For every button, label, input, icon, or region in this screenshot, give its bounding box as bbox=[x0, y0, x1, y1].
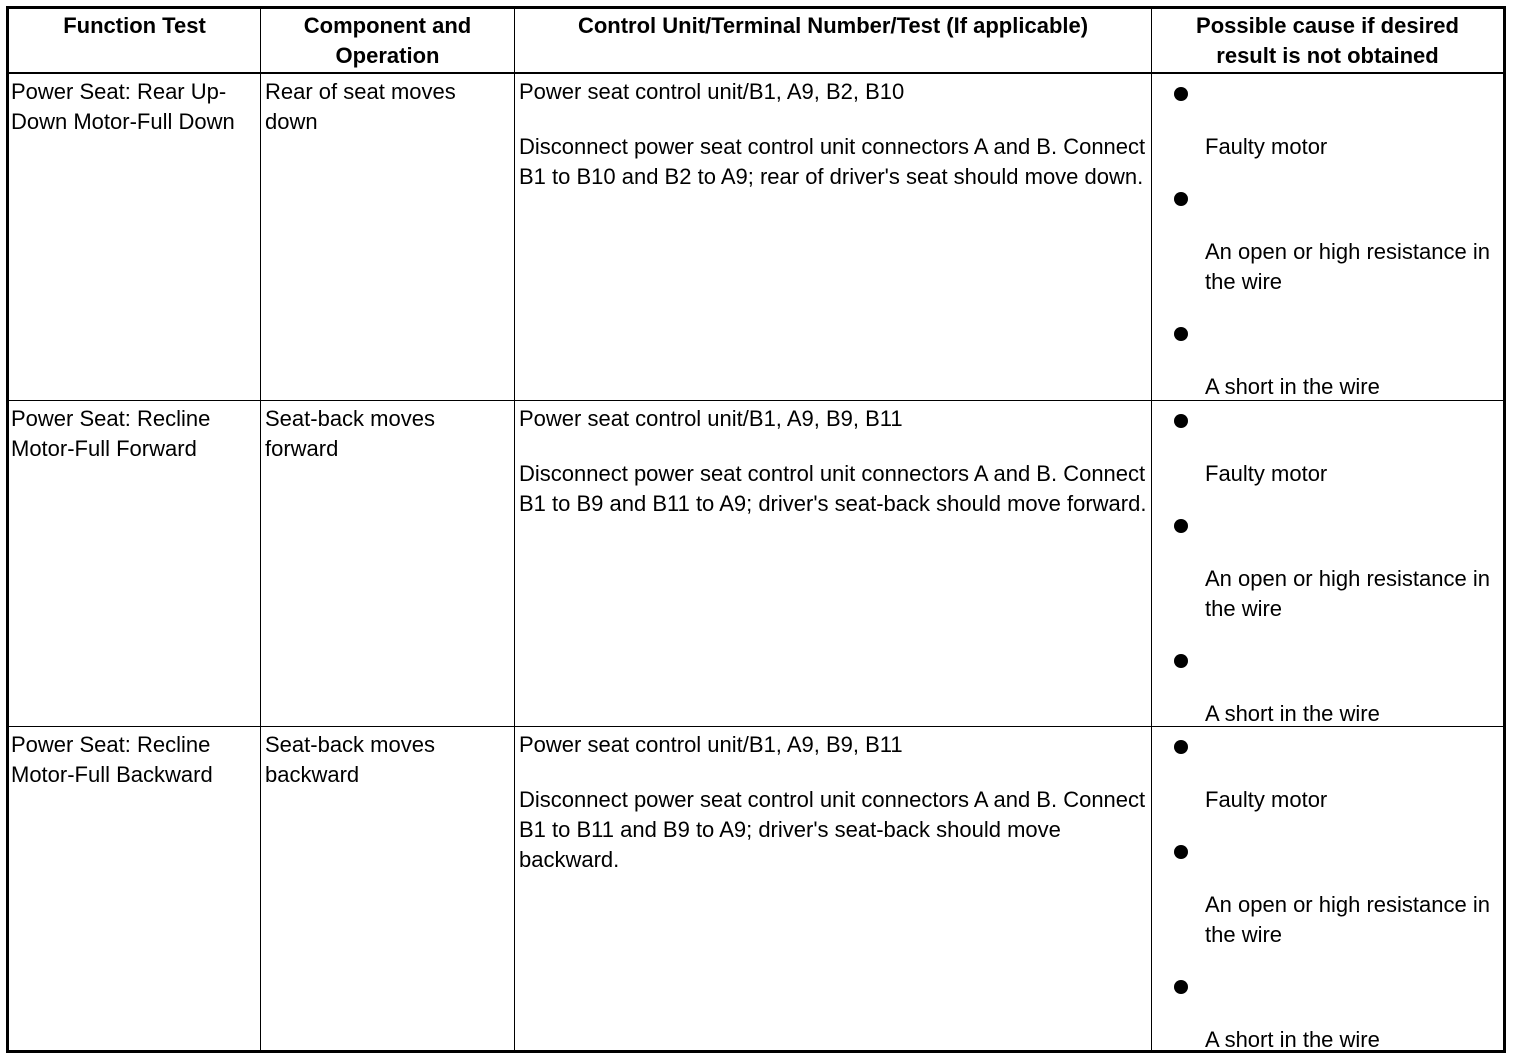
bullet-icon bbox=[1174, 414, 1188, 428]
header-function-test: Function Test bbox=[63, 13, 206, 38]
row-1-causes bbox=[1152, 77, 1503, 400]
row-2-function-test: Power Seat: Recline Motor-Full Forward bbox=[11, 406, 211, 461]
row-1-cause-3: A short in the wire bbox=[1205, 374, 1380, 399]
bullet-icon bbox=[1174, 845, 1188, 859]
row-3-cause-1: Faulty motor bbox=[1205, 787, 1328, 812]
header-control-unit: Control Unit/Terminal Number/Test (If applicable) bbox=[577, 13, 1089, 38]
row-2-cause-2: An open or high resistance in the wire bbox=[1205, 566, 1490, 621]
row-2-control-unit bbox=[515, 404, 1151, 724]
row-3-component-operation: Seat-back moves backward bbox=[265, 732, 435, 787]
row-2-causes bbox=[1152, 404, 1503, 726]
row-3-causes bbox=[1152, 730, 1503, 1050]
diagnostic-table bbox=[6, 6, 1506, 1053]
header-component-operation: Component and Operation bbox=[303, 13, 472, 68]
row-divider bbox=[9, 400, 1503, 401]
row-3-function-test: Power Seat: Recline Motor-Full Backward bbox=[11, 732, 213, 787]
row-2-test-instruction: Disconnect power seat control unit connectors A and B. Connect B1 to B9 and B11 to A9; driver's seat-back should move forward. bbox=[519, 461, 1147, 516]
row-1-test-instruction: Disconnect power seat control unit connectors A and B. Connect B1 to B10 and B2 to A9; rear of driver's seat should move down. bbox=[519, 134, 1146, 189]
row-1-component-operation: Rear of seat moves down bbox=[265, 79, 456, 134]
row-3-test-instruction: Disconnect power seat control unit connectors A and B. Connect B1 to B11 and B9 to A9; driver's seat-back should move backward. bbox=[519, 787, 1146, 872]
row-3-control-unit bbox=[515, 730, 1151, 1048]
row-1-terminals: Power seat control unit/B1, A9, B2, B10 bbox=[519, 79, 905, 104]
bullet-icon bbox=[1174, 980, 1188, 994]
bullet-icon bbox=[1174, 87, 1188, 101]
row-3-cause-2: An open or high resistance in the wire bbox=[1205, 892, 1490, 947]
bullet-icon bbox=[1174, 327, 1188, 341]
row-1-cause-2: An open or high resistance in the wire bbox=[1205, 239, 1490, 294]
row-1-function-test: Power Seat: Rear Up-Down Motor-Full Down bbox=[11, 79, 235, 134]
row-2-component-operation: Seat-back moves forward bbox=[265, 406, 435, 461]
bullet-icon bbox=[1174, 192, 1188, 206]
bullet-icon bbox=[1174, 519, 1188, 533]
row-3-cause-3: A short in the wire bbox=[1205, 1027, 1380, 1050]
row-2-cause-1: Faulty motor bbox=[1205, 461, 1328, 486]
header-divider bbox=[9, 72, 1503, 74]
row-3-terminals: Power seat control unit/B1, A9, B9, B11 bbox=[519, 732, 903, 757]
bullet-icon bbox=[1174, 654, 1188, 668]
header-possible-cause: Possible cause if desired result is not obtained bbox=[1196, 13, 1459, 68]
row-divider bbox=[9, 726, 1503, 727]
row-2-cause-3: A short in the wire bbox=[1205, 701, 1380, 726]
bullet-icon bbox=[1174, 740, 1188, 754]
row-1-cause-1: Faulty motor bbox=[1205, 134, 1328, 159]
row-2-terminals: Power seat control unit/B1, A9, B9, B11 bbox=[519, 406, 903, 431]
row-1-control-unit bbox=[515, 77, 1151, 397]
